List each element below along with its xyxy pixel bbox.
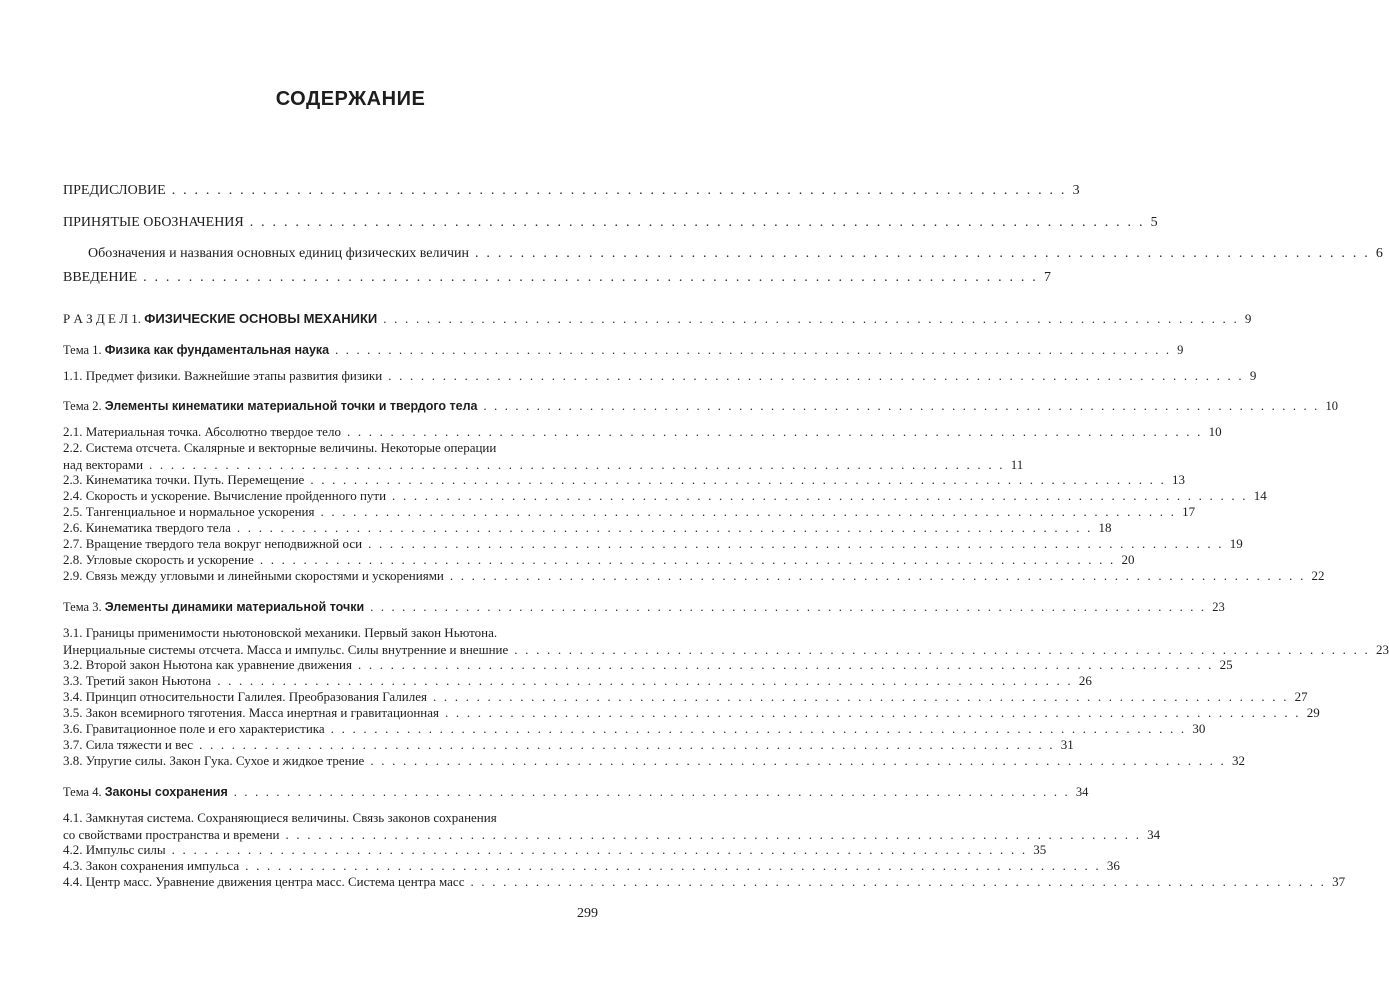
toc-page-number: 30 (1192, 721, 1206, 736)
toc-entry-heading: Элементы динамики материальной точки (104, 600, 365, 614)
dot-leader: . . . . . . . . . . . . . . . . . . . . . . . . . . . . . . . . . . . . . . . . . . . . . . . . . . . . . . . . . . . . . . . . . . . . . . . . . . . . . . . (149, 457, 1005, 472)
toc-entry[interactable] (0, 721, 1206, 738)
dot-leader: . . . . . . . . . . . . . . . . . . . . . . . . . . . . . . . . . . . . . . . . . . . . . . . . . . . . . . . . . . . . . . . . . . . . . . . . . . . . . . . (171, 842, 1028, 857)
toc-page-number: 23 (1212, 600, 1225, 614)
toc-entry-prefix: Тема 4. (63, 785, 105, 799)
dot-leader: . . . . . . . . . . . . . . . . . . . . . . . . . . . . . . . . . . . . . . . . . . . . . . . . . . . . . . . . . . . . . . . . . . . . . . . . . . . . . . . (383, 311, 1239, 326)
toc-entry[interactable] (0, 440, 1024, 474)
dot-leader: . . . . . . . . . . . . . . . . . . . . . . . . . . . . . . . . . . . . . . . . . . . . . . . . . . . . . . . . . . . . . . . . . . . . . . . . . . . . . . . (370, 753, 1226, 768)
toc-page-number: 5 (1150, 215, 1158, 230)
toc-page-number: 36 (1106, 858, 1120, 873)
toc-page-number: 27 (1294, 689, 1308, 704)
toc-entry-title: 2.4. Скорость и ускорение. Вычисление пройденного пути (63, 488, 387, 503)
dot-leader: . . . . . . . . . . . . . . . . . . . . . . . . . . . . . . . . . . . . . . . . . . . . . . . . . . . . . . . . . . . . . . . . . . . . . . . . . . . . . . . (370, 600, 1207, 614)
toc-entry-title: над векторами (63, 457, 144, 472)
dot-leader: . . . . . . . . . . . . . . . . . . . . . . . . . . . . . . . . . . . . . . . . . . . . . . . . . . . . . . . . . . . . . . . . . . . . . . . . . . . . . . . (285, 827, 1142, 842)
toc-entry-title: 3.7. Сила тяжести и вес (63, 737, 194, 752)
toc-page-number: 26 (1078, 673, 1092, 688)
dot-leader: . . . . . . . . . . . . . . . . . . . . . . . . . . . . . . . . . . . . . . . . . . . . . . . . . . . . . . . . . . . . . . . . . . . . . . . . . . . . . . . (171, 183, 1067, 198)
toc-entry[interactable] (0, 552, 1135, 569)
toc-page-number: 17 (1182, 504, 1196, 519)
dot-leader: . . . . . . . . . . . . . . . . . . . . . . . . . . . . . . . . . . . . . . . . . . . . . . . . . . . . . . . . . . . . . . . . . . . . . . . . . . . . . . . (310, 472, 1166, 487)
toc-entry[interactable] (0, 311, 1252, 328)
toc-entry-title (63, 600, 364, 615)
toc-entry-heading: ФИЗИЧЕСКИЕ ОСНОВЫ МЕХАНИКИ (144, 311, 378, 326)
toc-page-number: 10 (1208, 424, 1222, 439)
toc-entry-heading: Физика как фундаментальная наука (104, 343, 330, 357)
toc-page-number: 34 (1147, 827, 1161, 842)
toc-page-number: 35 (1033, 842, 1047, 857)
toc-entry[interactable] (0, 399, 1339, 416)
toc-page-number: 14 (1253, 488, 1267, 503)
toc-page-number: 18 (1098, 520, 1112, 535)
toc-page-number: 22 (1311, 568, 1325, 583)
toc-page-number: 9 (1177, 343, 1184, 357)
toc-entry-line: 4.1. Замкнутая система. Сохраняющиеся величины. Связь законов сохранения (63, 810, 497, 825)
toc-page-number: 7 (1044, 270, 1052, 285)
toc-entry-heading: Элементы кинематики материальной точки и твердого тела (104, 399, 478, 413)
toc-page-number: 10 (1325, 399, 1339, 413)
toc-entry[interactable] (0, 737, 1074, 754)
toc-entry-title: 4.3. Закон сохранения импульса (63, 858, 240, 873)
dot-leader: . . . . . . . . . . . . . . . . . . . . . . . . . . . . . . . . . . . . . . . . . . . . . . . . . . . . . . . . . . . . . . . . . . . . . . . . . . . . . . . (143, 270, 1039, 285)
toc-entry-prefix: Р А З Д Е Л 1. (63, 311, 145, 326)
toc-entry[interactable] (0, 343, 1184, 360)
toc-page-number: 32 (1232, 753, 1245, 768)
dot-leader: . . . . . . . . . . . . . . . . . . . . . . . . . . . . . . . . . . . . . . . . . . . . . . . . . . . . . . . . . . . . . . . . . . . . . . . . . . . . . . . (475, 246, 1370, 261)
dot-leader: . . . . . . . . . . . . . . . . . . . . . . . . . . . . . . . . . . . . . . . . . . . . . . . . . . . . . . . . . . . . . . . . . . . . . . . . . . . . . . . (199, 737, 1055, 752)
toc-page-number: 6 (1375, 246, 1383, 261)
page-number: 299 (577, 906, 598, 921)
toc-entry-title (63, 785, 228, 800)
toc-entry-title (63, 343, 329, 358)
dot-leader: . . . . . . . . . . . . . . . . . . . . . . . . . . . . . . . . . . . . . . . . . . . . . . . . . . . . . . . . . . . . . . . . . . . . . . . . . . . . . . . (449, 568, 1306, 583)
toc-entry[interactable] (0, 625, 1389, 659)
toc-entry-heading: Законы сохранения (104, 785, 228, 799)
toc-entry-title: 3.6. Гравитационное поле и его характеристика (63, 721, 325, 736)
toc-entry[interactable] (0, 858, 1120, 875)
toc-entry-title: 2.7. Вращение твердого тела вокруг неподвижной оси (63, 536, 363, 551)
toc-page-number: 13 (1171, 472, 1185, 487)
dot-leader: . . . . . . . . . . . . . . . . . . . . . . . . . . . . . . . . . . . . . . . . . . . . . . . . . . . . . . . . . . . . . . . . . . . . . . . . . . . . . . . (357, 657, 1214, 672)
toc-entry-title: 3.8. Упругие силы. Закон Гука. Сухое и жидкое трение (63, 753, 365, 768)
dot-leader: . . . . . . . . . . . . . . . . . . . . . . . . . . . . . . . . . . . . . . . . . . . . . . . . . . . . . . . . . . . . . . . . . . . . . . . . . . . . . . . (236, 520, 1093, 535)
toc-entry[interactable] (0, 657, 1233, 674)
dot-leader: . . . . . . . . . . . . . . . . . . . . . . . . . . . . . . . . . . . . . . . . . . . . . . . . . . . . . . . . . . . . . . . . . . . . . . . . . . . . . . . (514, 642, 1370, 657)
toc-entry[interactable] (0, 424, 1222, 441)
toc-page-number: 25 (1219, 657, 1233, 672)
toc-page-number: 9 (1249, 368, 1257, 383)
dot-leader: . . . . . . . . . . . . . . . . . . . . . . . . . . . . . . . . . . . . . . . . . . . . . . . . . . . . . . . . . . . . . . . . . . . . . . . . . . . . . . . (368, 536, 1224, 551)
toc-entry-title: ПРЕДИСЛОВИЕ (63, 183, 166, 198)
toc-entry-line: 3.1. Границы применимости ньютоновской механики. Первый закон Ньютона. (63, 625, 498, 640)
dot-leader: . . . . . . . . . . . . . . . . . . . . . . . . . . . . . . . . . . . . . . . . . . . . . . . . . . . . . . . . . . . . . . . . . . . . . . . . . . . . . . . (346, 424, 1203, 439)
dot-leader: . . . . . . . . . . . . . . . . . . . . . . . . . . . . . . . . . . . . . . . . . . . . . . . . . . . . . . . . . . . . . . . . . . . . . . . . . . . . . . . (483, 399, 1320, 413)
toc-page-number: 23 (1375, 642, 1389, 657)
toc-page-number: 3 (1072, 183, 1080, 198)
toc-entry-title: 4.4. Центр масс. Уравнение движения центра масс. Система центра масс (63, 874, 465, 889)
toc-entry[interactable] (0, 568, 1325, 585)
dot-leader: . . . . . . . . . . . . . . . . . . . . . . . . . . . . . . . . . . . . . . . . . . . . . . . . . . . . . . . . . . . . . . . . . . . . . . . . . . . . . . . (392, 488, 1248, 503)
toc-entry-title: Инерциальные системы отсчета. Масса и импульс. Силы внутренние и внешние (63, 642, 509, 657)
toc-page-number: 29 (1306, 705, 1320, 720)
toc-page-number: 11 (1010, 457, 1024, 472)
toc-entry-title (63, 399, 477, 414)
toc-entry[interactable] (0, 183, 1080, 200)
toc-entry-title: 3.2. Второй закон Ньютона как уравнение движения (63, 657, 352, 672)
toc-entry-prefix: Тема 2. (63, 399, 105, 413)
dot-leader: . . . . . . . . . . . . . . . . . . . . . . . . . . . . . . . . . . . . . . . . . . . . . . . . . . . . . . . . . . . . . . . . . . . . . . . . . . . . . . . (249, 215, 1145, 230)
toc-entry-title: Обозначения и названия основных единиц физических величин (88, 246, 470, 261)
toc-entry-title: 2.6. Кинематика твердого тела (63, 520, 231, 535)
dot-leader: . . . . . . . . . . . . . . . . . . . . . . . . . . . . . . . . . . . . . . . . . . . . . . . . . . . . . . . . . . . . . . . . . . . . . . . . . . . . . . . (433, 689, 1289, 704)
toc-entry[interactable] (0, 215, 1158, 232)
dot-leader: . . . . . . . . . . . . . . . . . . . . . . . . . . . . . . . . . . . . . . . . . . . . . . . . . . . . . . . . . . . . . . . . . . . . . . . . . . . . . . . (388, 368, 1244, 383)
toc-entry[interactable] (0, 810, 1161, 844)
dot-leader: . . . . . . . . . . . . . . . . . . . . . . . . . . . . . . . . . . . . . . . . . . . . . . . . . . . . . . . . . . . . . . . . . . . . . . . . . . . . . . . (217, 673, 1073, 688)
toc-entry-title: 2.3. Кинематика точки. Путь. Перемещение (63, 472, 305, 487)
toc-entry-title: 2.9. Связь между угловыми и линейными скоростями и ускорениями (63, 568, 444, 583)
dot-leader: . . . . . . . . . . . . . . . . . . . . . . . . . . . . . . . . . . . . . . . . . . . . . . . . . . . . . . . . . . . . . . . . . . . . . . . . . . . . . . . (233, 785, 1070, 799)
toc-entry-prefix: Тема 3. (63, 600, 105, 614)
dot-leader: . . . . . . . . . . . . . . . . . . . . . . . . . . . . . . . . . . . . . . . . . . . . . . . . . . . . . . . . . . . . . . . . . . . . . . . . . . . . . . . (259, 552, 1116, 567)
toc-entry[interactable] (0, 705, 1320, 722)
toc-entry-title: 4.2. Импульс силы (63, 842, 166, 857)
toc-entry[interactable] (0, 874, 1346, 891)
toc-entry[interactable] (0, 246, 1383, 263)
toc-page-number: 19 (1229, 536, 1243, 551)
dot-leader: . . . . . . . . . . . . . . . . . . . . . . . . . . . . . . . . . . . . . . . . . . . . . . . . . . . . . . . . . . . . . . . . . . . . . . . . . . . . . . . (245, 858, 1101, 873)
toc-entry-title: 3.3. Третий закон Ньютона (63, 673, 212, 688)
toc-entry[interactable] (0, 536, 1243, 553)
toc-page-number: 37 (1332, 874, 1346, 889)
dot-leader: . . . . . . . . . . . . . . . . . . . . . . . . . . . . . . . . . . . . . . . . . . . . . . . . . . . . . . . . . . . . . . . . . . . . . . . . . . . . . . . (470, 874, 1327, 889)
toc-entry-title: 3.5. Закон всемирного тяготения. Масса инертная и гравитационная (63, 705, 440, 720)
toc-page-number: 31 (1060, 737, 1074, 752)
toc-entry[interactable] (0, 753, 1245, 770)
toc-entry-title: 3.4. Принцип относительности Галилея. Преобразования Галилея (63, 689, 427, 704)
toc-entry-title: 2.5. Тангенциальное и нормальное ускорения (63, 504, 315, 519)
toc-entry-title: 2.8. Угловые скорость и ускорение (63, 552, 254, 567)
toc-entry[interactable] (0, 673, 1092, 690)
toc-entry-title: ПРИНЯТЫЕ ОБОЗНАЧЕНИЯ (63, 215, 244, 230)
toc-page-number: 20 (1121, 552, 1135, 567)
toc-entry[interactable] (0, 488, 1267, 505)
toc-entry[interactable] (0, 785, 1089, 802)
toc-entry[interactable] (0, 368, 1257, 385)
toc-entry[interactable] (0, 842, 1047, 859)
toc-page-number: 9 (1244, 311, 1252, 326)
toc-entry[interactable] (0, 504, 1196, 521)
page-title: СОДЕРЖАНИЕ (275, 88, 426, 110)
toc-entry-title (63, 311, 377, 327)
toc-entry-prefix: Тема 1. (63, 343, 105, 357)
dot-leader: . . . . . . . . . . . . . . . . . . . . . . . . . . . . . . . . . . . . . . . . . . . . . . . . . . . . . . . . . . . . . . . . . . . . . . . . . . . . . . . (445, 705, 1301, 720)
toc-entry-title: 1.1. Предмет физики. Важнейшие этапы развития физики (63, 368, 383, 383)
toc-entry-title: со свойствами пространства и времени (63, 827, 280, 842)
dot-leader: . . . . . . . . . . . . . . . . . . . . . . . . . . . . . . . . . . . . . . . . . . . . . . . . . . . . . . . . . . . . . . . . . . . . . . . . . . . . . . . (320, 504, 1177, 519)
dot-leader: . . . . . . . . . . . . . . . . . . . . . . . . . . . . . . . . . . . . . . . . . . . . . . . . . . . . . . . . . . . . . . . . . . . . . . . . . . . . . . . (335, 343, 1172, 357)
toc-entry[interactable] (0, 689, 1308, 706)
toc-entry-title: 2.1. Материальная точка. Абсолютно твердое тело (63, 424, 341, 439)
toc-page-number: 34 (1075, 785, 1089, 799)
toc-entry-title: ВВЕДЕНИЕ (63, 270, 138, 285)
toc-entry[interactable] (0, 270, 1052, 287)
toc-entry[interactable] (0, 520, 1112, 537)
dot-leader: . . . . . . . . . . . . . . . . . . . . . . . . . . . . . . . . . . . . . . . . . . . . . . . . . . . . . . . . . . . . . . . . . . . . . . . . . . . . . . . (330, 721, 1187, 736)
toc-entry-line: 2.2. Система отсчета. Скалярные и векторные величины. Некоторые операции (63, 440, 497, 455)
toc-entry[interactable] (0, 600, 1225, 617)
toc-entry[interactable] (0, 472, 1185, 489)
